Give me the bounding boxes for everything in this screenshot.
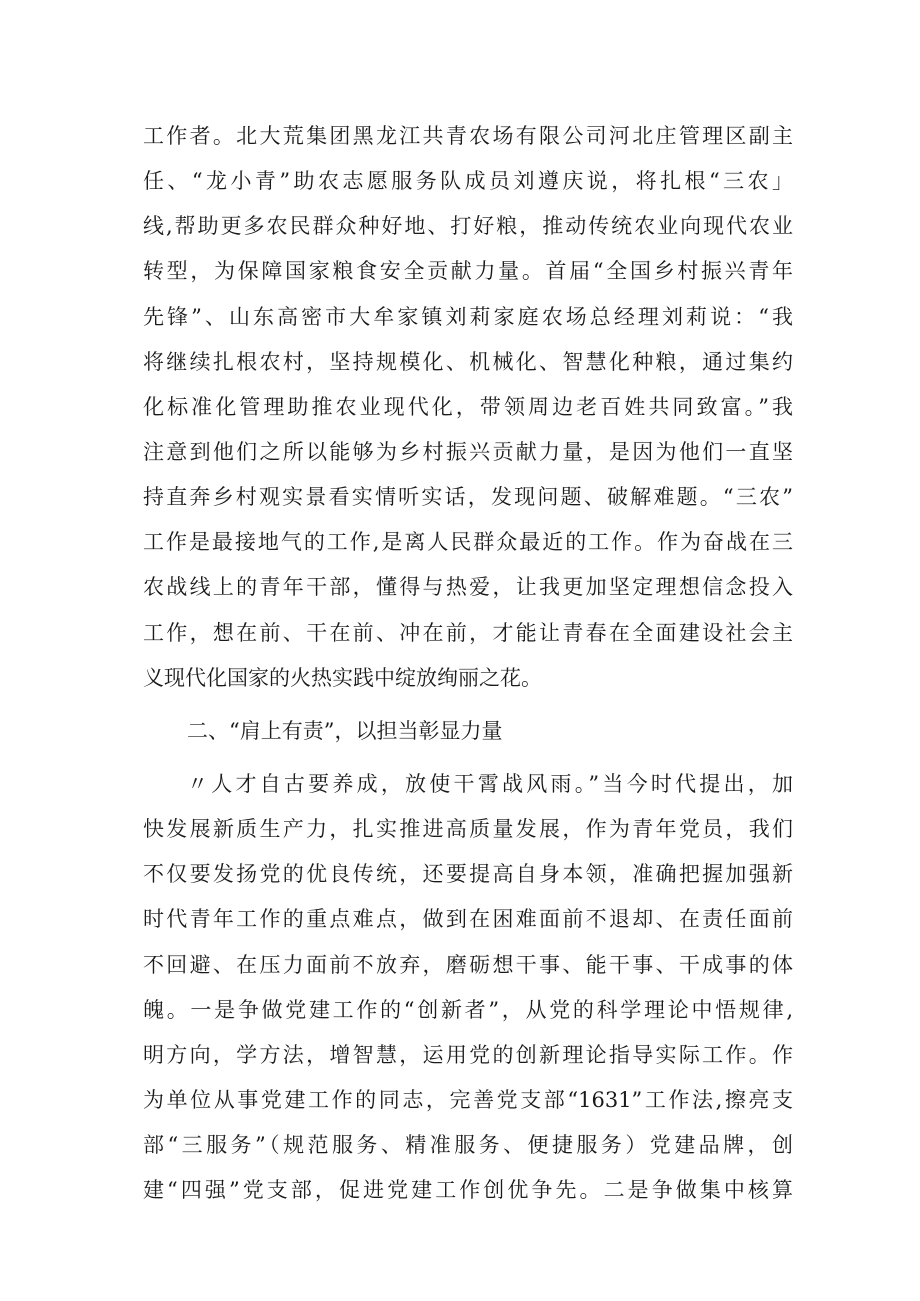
text-line: 工作，想在前、干在前、冲在前，才能让青春在全面建设社会主 xyxy=(143,620,793,645)
text-line: 先锋”、山东高密市大牟家镇刘莉家庭农场总经理刘莉说：“我 xyxy=(143,304,793,329)
text-line: 工作是最接地气的工作,是离人民群众最近的工作。作为奋战在三 xyxy=(143,530,793,555)
document-body xyxy=(143,118,793,1217)
text-line: 将继续扎根农村，坚持规模化、机械化、智慧化种粮，通过集约 xyxy=(143,349,793,374)
text-line: 建“四强”党支部，促进党建工作创优争先。二是争做集中核算 xyxy=(143,1178,793,1203)
text-line: 任、“龙小青”助农志愿服务队成员刘遵庆说，将扎根“三农」 xyxy=(143,169,793,194)
text-line: 为单位从事党建工作的同志，完善党支部“1631”工作法,擦亮支 xyxy=(143,1087,793,1112)
text-line: 持直奔乡村观实景看实情听实话，发现问题、破解难题。“三农” xyxy=(143,485,793,510)
text-line: 魄。一是争做党建工作的“创新者”，从党的科学理论中悟规律, xyxy=(143,997,793,1022)
text-line: 义现代化国家的火热实践中绽放绚丽之花。 xyxy=(143,665,542,690)
text-line: 不仅要发扬党的优良传统，还要提高自身本领，准确把握加强新 xyxy=(143,862,793,887)
text-line: 〃人才自古要养成，放使干霄战风雨。”当今时代提出，加 xyxy=(187,771,793,796)
text-line: 工作者。北大荒集团黑龙江共青农场有限公司河北庄管理区副主 xyxy=(143,124,793,148)
paragraph-gap xyxy=(143,705,793,713)
text-line: 部“三服务”（规范服务、精准服务、便捷服务）党建品牌，创 xyxy=(143,1133,793,1158)
text-line: 明方向，学方法，增智慧，运用党的创新理论指导实际工作。作 xyxy=(143,1042,793,1067)
heading-text: 二、“肩上有责”，以担当彰显力量 xyxy=(187,718,503,743)
text-line: 农战线上的青年干部，懂得与热爱，让我更加坚定理想信念投入 xyxy=(143,575,793,600)
paragraph-gap xyxy=(143,758,793,766)
text-line: 快发展新质生产力，扎实推进高质量发展，作为青年党员，我们 xyxy=(143,817,793,842)
text-line: 转型，为保障国家粮食安全贡献力量。首届“全国乡村振兴青年 xyxy=(143,259,793,284)
text-line: 不回避、在压力面前不放弃，磨砺想干事、能干事、干成事的体 xyxy=(143,952,793,977)
paragraph-2 xyxy=(143,766,793,1208)
text-line: 注意到他们之所以能够为乡村振兴贡献力量，是因为他们一直坚 xyxy=(143,439,793,464)
paragraph-1 xyxy=(143,118,793,696)
text-line: 化标准化管理助推农业现代化，带领周边老百姓共同致富。”我 xyxy=(143,394,793,419)
section-heading xyxy=(143,713,793,749)
text-line: 线,帮助更多农民群众种好地、打好粮，推动传统农业向现代农业 xyxy=(143,214,793,239)
text-line: 时代青年工作的重点难点，做到在困难面前不退却、在责任面前 xyxy=(143,907,793,932)
